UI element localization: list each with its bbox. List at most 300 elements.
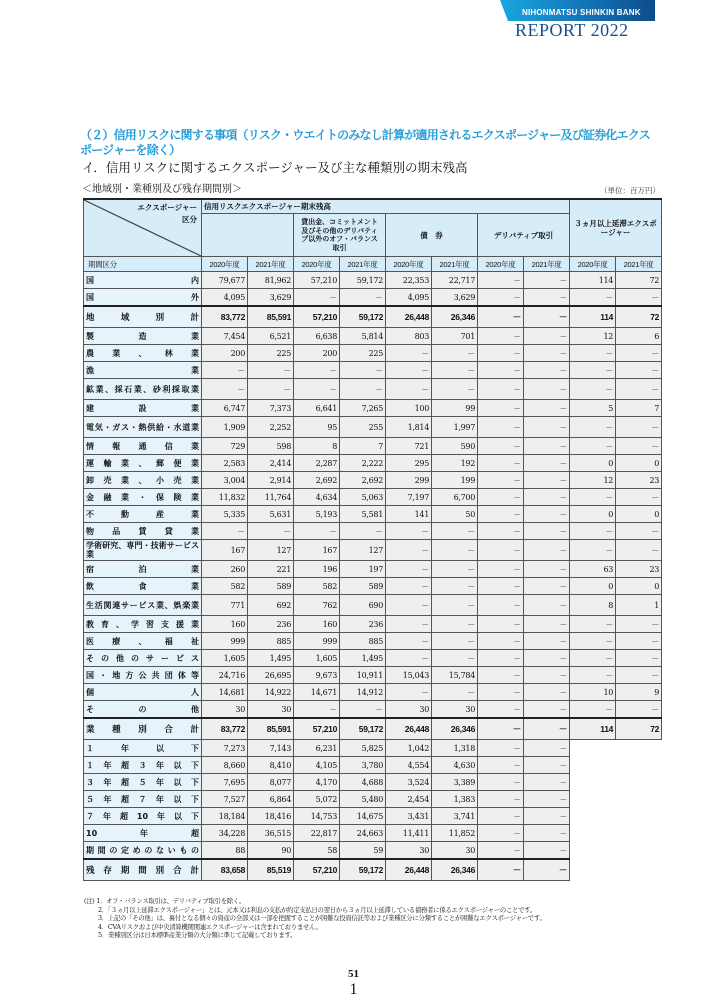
- cell-value: －: [386, 684, 432, 701]
- cell-value: 26,346: [432, 718, 478, 740]
- cell-value: －: [570, 667, 616, 684]
- cell-value: －: [478, 455, 524, 472]
- cell-value: －: [386, 578, 432, 595]
- cell-value: 885: [248, 633, 294, 650]
- cell-value: －: [432, 616, 478, 633]
- cell-value: 690: [340, 595, 386, 616]
- empty-cell: [570, 842, 616, 860]
- cell-value: 12: [570, 472, 616, 489]
- cell-value: 11,764: [248, 489, 294, 506]
- cell-value: －: [386, 616, 432, 633]
- cell-value: 14,922: [248, 684, 294, 701]
- page-sub-number: 1: [349, 981, 358, 998]
- cell-value: 762: [294, 595, 340, 616]
- cell-value: －: [616, 489, 662, 506]
- table-row: [84, 774, 662, 791]
- row-label: 製造業: [84, 328, 202, 345]
- cell-value: 88: [202, 842, 248, 860]
- cell-value: －: [570, 345, 616, 362]
- cell-value: －: [294, 379, 340, 400]
- cell-value: －: [524, 272, 570, 289]
- cell-value: 4,554: [386, 757, 432, 774]
- cell-value: 1: [616, 595, 662, 616]
- cell-value: 11,832: [202, 489, 248, 506]
- cell-value: －: [478, 825, 524, 842]
- empty-cell: [616, 842, 662, 860]
- cell-value: －: [616, 633, 662, 650]
- footnotes: [84, 897, 664, 940]
- empty-cell: [616, 859, 662, 881]
- cell-value: －: [478, 578, 524, 595]
- cell-value: 3,004: [202, 472, 248, 489]
- row-label: その他のサービス: [84, 650, 202, 667]
- footnote: 3．上記の「その他」は、裏付となる個々の資産の全部又は一部を把握することが困難な投資信託等および業種区分に分類することが困難なエクスポージャーです。: [98, 914, 546, 923]
- cell-value: 8: [570, 595, 616, 616]
- cell-value: 6,521: [248, 328, 294, 345]
- unit-label: （単位：百万円）: [600, 186, 660, 195]
- cell-value: 5,631: [248, 506, 294, 523]
- cell-value: 590: [432, 438, 478, 455]
- row-label: 残存期間別合計: [84, 859, 202, 881]
- cell-value: 83,772: [202, 306, 248, 328]
- cell-value: 50: [432, 506, 478, 523]
- cell-value: 2,287: [294, 455, 340, 472]
- cell-value: －: [478, 379, 524, 400]
- cell-value: 167: [202, 540, 248, 561]
- cell-value: 236: [248, 616, 294, 633]
- empty-cell: [570, 808, 616, 825]
- cell-value: －: [524, 808, 570, 825]
- cell-value: －: [524, 859, 570, 881]
- row-label: ５年超７年以下: [84, 791, 202, 808]
- cell-value: 2,692: [294, 472, 340, 489]
- cell-value: 26,448: [386, 306, 432, 328]
- cell-value: 0: [570, 578, 616, 595]
- cell-value: －: [524, 289, 570, 307]
- cell-value: 7,265: [340, 400, 386, 417]
- cell-value: －: [248, 379, 294, 400]
- cell-value: －: [570, 540, 616, 561]
- cell-value: 4,630: [432, 757, 478, 774]
- total-row: [84, 718, 662, 740]
- cell-value: 14,671: [294, 684, 340, 701]
- sub-title: イ．信用リスクに関するエクスポージャー及び主な種類別の期末残高: [82, 160, 468, 175]
- cell-value: 2,583: [202, 455, 248, 472]
- cell-value: 26,346: [432, 859, 478, 881]
- cell-value: 598: [248, 438, 294, 455]
- cell-value: －: [478, 757, 524, 774]
- cell-value: 22,353: [386, 272, 432, 289]
- cell-value: 5,480: [340, 791, 386, 808]
- row-label: ３年超５年以下: [84, 774, 202, 791]
- cell-value: 1,495: [340, 650, 386, 667]
- cell-value: －: [432, 595, 478, 616]
- cell-value: －: [478, 472, 524, 489]
- cell-value: 30: [432, 701, 478, 719]
- cell-value: 1,997: [432, 417, 478, 438]
- cell-value: 999: [294, 633, 340, 650]
- row-label: 学術研究、専門・技術サービス業: [84, 540, 202, 561]
- corner-bottom-label: 期間区分: [84, 257, 202, 272]
- cell-value: －: [478, 306, 524, 328]
- cell-value: －: [524, 328, 570, 345]
- cell-value: －: [524, 561, 570, 578]
- cell-value: －: [294, 523, 340, 540]
- cell-value: －: [478, 859, 524, 881]
- cell-value: －: [478, 791, 524, 808]
- cell-value: 3,524: [386, 774, 432, 791]
- cell-value: －: [524, 667, 570, 684]
- cell-value: 2,692: [340, 472, 386, 489]
- cell-value: 114: [570, 272, 616, 289]
- cell-value: －: [570, 701, 616, 719]
- cell-value: 57,210: [294, 859, 340, 881]
- cell-value: 4,095: [386, 289, 432, 307]
- cell-value: －: [524, 774, 570, 791]
- cell-value: 1,909: [202, 417, 248, 438]
- cell-value: －: [202, 523, 248, 540]
- table-row: [84, 791, 662, 808]
- cell-value: 199: [432, 472, 478, 489]
- cell-value: －: [478, 561, 524, 578]
- cell-value: －: [524, 523, 570, 540]
- cell-value: －: [432, 633, 478, 650]
- cell-value: －: [616, 345, 662, 362]
- cell-value: 7,143: [248, 740, 294, 757]
- cell-value: －: [478, 417, 524, 438]
- cell-value: －: [386, 362, 432, 379]
- cell-value: －: [478, 740, 524, 757]
- cell-value: 90: [248, 842, 294, 860]
- cell-value: －: [248, 362, 294, 379]
- cell-value: 95: [294, 417, 340, 438]
- table-row: [84, 578, 662, 595]
- empty-cell: [616, 740, 662, 757]
- cell-value: 8,077: [248, 774, 294, 791]
- year-header: 2020年度: [294, 257, 340, 272]
- cell-value: －: [524, 825, 570, 842]
- table-row: [84, 757, 662, 774]
- cell-value: 225: [248, 345, 294, 362]
- empty-cell: [570, 757, 616, 774]
- cell-value: －: [524, 417, 570, 438]
- cell-value: －: [478, 595, 524, 616]
- table-row: [84, 633, 662, 650]
- row-label: １年以下: [84, 740, 202, 757]
- cell-value: －: [524, 616, 570, 633]
- cell-value: －: [616, 616, 662, 633]
- table-row: [84, 272, 662, 289]
- report-title: REPORT 2022: [515, 20, 629, 40]
- footnote: 5．業種別区分は日本標準産業分類の大分類に準じて記載しております。: [98, 931, 297, 940]
- year-header: 2021年度: [524, 257, 570, 272]
- exposure-table: [83, 198, 662, 881]
- cell-value: 2,252: [248, 417, 294, 438]
- cell-value: 221: [248, 561, 294, 578]
- cell-value: －: [478, 616, 524, 633]
- cell-value: －: [478, 842, 524, 860]
- cell-value: 3,629: [248, 289, 294, 307]
- cell-value: 30: [386, 842, 432, 860]
- cell-value: 26,448: [386, 718, 432, 740]
- cell-value: －: [616, 379, 662, 400]
- cell-value: －: [202, 379, 248, 400]
- cell-value: 5,814: [340, 328, 386, 345]
- cell-value: －: [478, 506, 524, 523]
- cell-value: 57,210: [294, 272, 340, 289]
- cell-value: 729: [202, 438, 248, 455]
- row-label: 10 年 超: [84, 825, 202, 842]
- cell-value: －: [202, 362, 248, 379]
- cell-value: 721: [386, 438, 432, 455]
- year-header: 2021年度: [432, 257, 478, 272]
- corner-header: [84, 199, 202, 257]
- row-label: 飲食業: [84, 578, 202, 595]
- table-row: [84, 489, 662, 506]
- cell-value: 72: [616, 306, 662, 328]
- cell-value: 589: [248, 578, 294, 595]
- cell-value: －: [432, 540, 478, 561]
- cell-value: －: [478, 345, 524, 362]
- table-row: [84, 417, 662, 438]
- cell-value: 3,389: [432, 774, 478, 791]
- cell-value: －: [524, 489, 570, 506]
- cell-value: 1,383: [432, 791, 478, 808]
- cell-value: 5,072: [294, 791, 340, 808]
- cell-value: 0: [616, 578, 662, 595]
- row-label: 業種別合計: [84, 718, 202, 740]
- cell-value: 11,852: [432, 825, 478, 842]
- cell-value: －: [616, 417, 662, 438]
- cell-value: 26,346: [432, 306, 478, 328]
- row-label: 不動産業: [84, 506, 202, 523]
- cell-value: 18,184: [202, 808, 248, 825]
- cell-value: 160: [202, 616, 248, 633]
- cell-value: －: [478, 667, 524, 684]
- cell-value: 5,581: [340, 506, 386, 523]
- cell-value: 72: [616, 272, 662, 289]
- cell-value: －: [432, 523, 478, 540]
- cell-value: －: [340, 523, 386, 540]
- cell-value: 23: [616, 472, 662, 489]
- cell-value: －: [432, 379, 478, 400]
- cell-value: －: [524, 595, 570, 616]
- table-row: [84, 808, 662, 825]
- cell-value: 30: [202, 701, 248, 719]
- cell-value: 255: [340, 417, 386, 438]
- cell-value: 701: [432, 328, 478, 345]
- cell-value: 1,605: [202, 650, 248, 667]
- cell-value: －: [524, 345, 570, 362]
- year-header: 2020年度: [202, 257, 248, 272]
- cell-value: 999: [202, 633, 248, 650]
- table-row: [84, 345, 662, 362]
- cell-value: 7,527: [202, 791, 248, 808]
- group-header-blank: [202, 214, 294, 257]
- cell-value: 26,695: [248, 667, 294, 684]
- cell-value: 3,780: [340, 757, 386, 774]
- cell-value: 1,605: [294, 650, 340, 667]
- cell-value: 7,695: [202, 774, 248, 791]
- cell-value: 8: [294, 438, 340, 455]
- cell-value: 5,335: [202, 506, 248, 523]
- row-label: 情報通信業: [84, 438, 202, 455]
- cell-value: 22,817: [294, 825, 340, 842]
- cell-value: 59,172: [340, 718, 386, 740]
- cell-value: －: [432, 650, 478, 667]
- cell-value: 3,431: [386, 808, 432, 825]
- row-label: 物品賃貸業: [84, 523, 202, 540]
- cell-value: 127: [340, 540, 386, 561]
- year-header: 2021年度: [248, 257, 294, 272]
- cell-value: －: [524, 362, 570, 379]
- cell-value: 22,717: [432, 272, 478, 289]
- cell-value: －: [432, 362, 478, 379]
- corner-mid-label: 区分: [182, 215, 197, 224]
- col-derivatives: デリバティブ取引: [478, 214, 570, 257]
- cell-value: 30: [386, 701, 432, 719]
- corner-top-label: エクスポージャー: [137, 203, 197, 212]
- cell-value: 260: [202, 561, 248, 578]
- cell-value: 14,681: [202, 684, 248, 701]
- cell-value: 30: [432, 842, 478, 860]
- cell-value: －: [478, 362, 524, 379]
- cell-value: 4,688: [340, 774, 386, 791]
- cell-value: 99: [432, 400, 478, 417]
- footnote: (注) 1．オフ・バランス取引は、デリバティブ取引を除く。: [84, 897, 245, 905]
- cell-value: 85,591: [248, 306, 294, 328]
- cell-value: 771: [202, 595, 248, 616]
- cell-value: －: [432, 345, 478, 362]
- cell-value: －: [478, 633, 524, 650]
- cell-value: 26,448: [386, 859, 432, 881]
- cell-value: 63: [570, 561, 616, 578]
- cell-value: 12: [570, 328, 616, 345]
- cell-value: 225: [340, 345, 386, 362]
- cell-value: －: [616, 540, 662, 561]
- cell-value: －: [570, 362, 616, 379]
- cell-value: －: [570, 633, 616, 650]
- cell-value: －: [478, 328, 524, 345]
- cell-value: －: [616, 438, 662, 455]
- row-label: 運輸業、郵便業: [84, 455, 202, 472]
- cell-value: 15,784: [432, 667, 478, 684]
- cell-value: 59: [340, 842, 386, 860]
- cell-value: 1,042: [386, 740, 432, 757]
- table-row: [84, 362, 662, 379]
- cell-value: 4,105: [294, 757, 340, 774]
- row-label: １年超３年以下: [84, 757, 202, 774]
- cell-value: －: [616, 289, 662, 307]
- cell-value: －: [524, 455, 570, 472]
- cell-value: 4,634: [294, 489, 340, 506]
- cell-value: －: [524, 438, 570, 455]
- cell-value: 2,914: [248, 472, 294, 489]
- cell-value: －: [478, 808, 524, 825]
- row-label: 卸売業、小売業: [84, 472, 202, 489]
- year-header: 2020年度: [570, 257, 616, 272]
- cell-value: －: [386, 633, 432, 650]
- cell-value: －: [478, 400, 524, 417]
- cell-value: －: [524, 684, 570, 701]
- table-row: [84, 506, 662, 523]
- table-row: [84, 701, 662, 719]
- footnote: 4．CVAリスクおよび中央清算機関関連エクスポージャーは含まれておりません。: [98, 922, 322, 931]
- cell-value: －: [478, 540, 524, 561]
- row-label: 建設業: [84, 400, 202, 417]
- cell-value: －: [524, 506, 570, 523]
- cell-value: －: [478, 438, 524, 455]
- row-label: 医療、福祉: [84, 633, 202, 650]
- cell-value: －: [478, 701, 524, 719]
- cell-value: 0: [570, 455, 616, 472]
- cell-value: －: [478, 718, 524, 740]
- cell-value: －: [294, 289, 340, 307]
- table-row: [84, 400, 662, 417]
- cell-value: 24,716: [202, 667, 248, 684]
- cell-value: 582: [202, 578, 248, 595]
- cell-value: 6,641: [294, 400, 340, 417]
- cell-value: 2,414: [248, 455, 294, 472]
- cell-value: 5,193: [294, 506, 340, 523]
- cell-value: －: [386, 379, 432, 400]
- cell-value: －: [570, 616, 616, 633]
- cell-value: 200: [202, 345, 248, 362]
- table-row: [84, 667, 662, 684]
- empty-cell: [616, 757, 662, 774]
- cell-value: －: [524, 701, 570, 719]
- table-row: [84, 472, 662, 489]
- cell-value: 24,663: [340, 825, 386, 842]
- cell-value: 692: [248, 595, 294, 616]
- cell-value: －: [478, 774, 524, 791]
- cell-value: 3,741: [432, 808, 478, 825]
- cell-value: 10: [570, 684, 616, 701]
- cell-value: 141: [386, 506, 432, 523]
- cell-value: 14,753: [294, 808, 340, 825]
- cell-value: －: [524, 472, 570, 489]
- cell-value: 59,172: [340, 306, 386, 328]
- cell-value: 59,172: [340, 272, 386, 289]
- empty-cell: [570, 740, 616, 757]
- table-row: [84, 825, 662, 842]
- table-row: [84, 684, 662, 701]
- cell-value: －: [524, 400, 570, 417]
- cell-value: 83,658: [202, 859, 248, 881]
- cell-value: －: [248, 523, 294, 540]
- table-row: [84, 842, 662, 860]
- table-row: [84, 650, 662, 667]
- row-label: 教育、学習支援業: [84, 616, 202, 633]
- cell-value: 81,962: [248, 272, 294, 289]
- cell-value: －: [386, 595, 432, 616]
- cell-value: －: [478, 650, 524, 667]
- cell-value: 6,747: [202, 400, 248, 417]
- cell-value: 100: [386, 400, 432, 417]
- row-label: 電気・ガス・熱供給・水道業: [84, 417, 202, 438]
- cell-value: 0: [616, 455, 662, 472]
- cell-value: －: [478, 272, 524, 289]
- cell-value: 236: [340, 616, 386, 633]
- cell-value: 4,170: [294, 774, 340, 791]
- empty-cell: [570, 859, 616, 881]
- cell-value: －: [524, 718, 570, 740]
- footnote: 2．「３ヵ月以上延滞エクスポージャー」とは、元本又は利息の支払が約定支払日の翌日から３ヵ月以上延滞している債務者に係るエクスポージャーのことです。: [98, 905, 536, 914]
- cell-value: 7,454: [202, 328, 248, 345]
- cell-value: 5,825: [340, 740, 386, 757]
- cell-value: 1,318: [432, 740, 478, 757]
- row-label: 鉱業、採石業、砂利採取業: [84, 379, 202, 400]
